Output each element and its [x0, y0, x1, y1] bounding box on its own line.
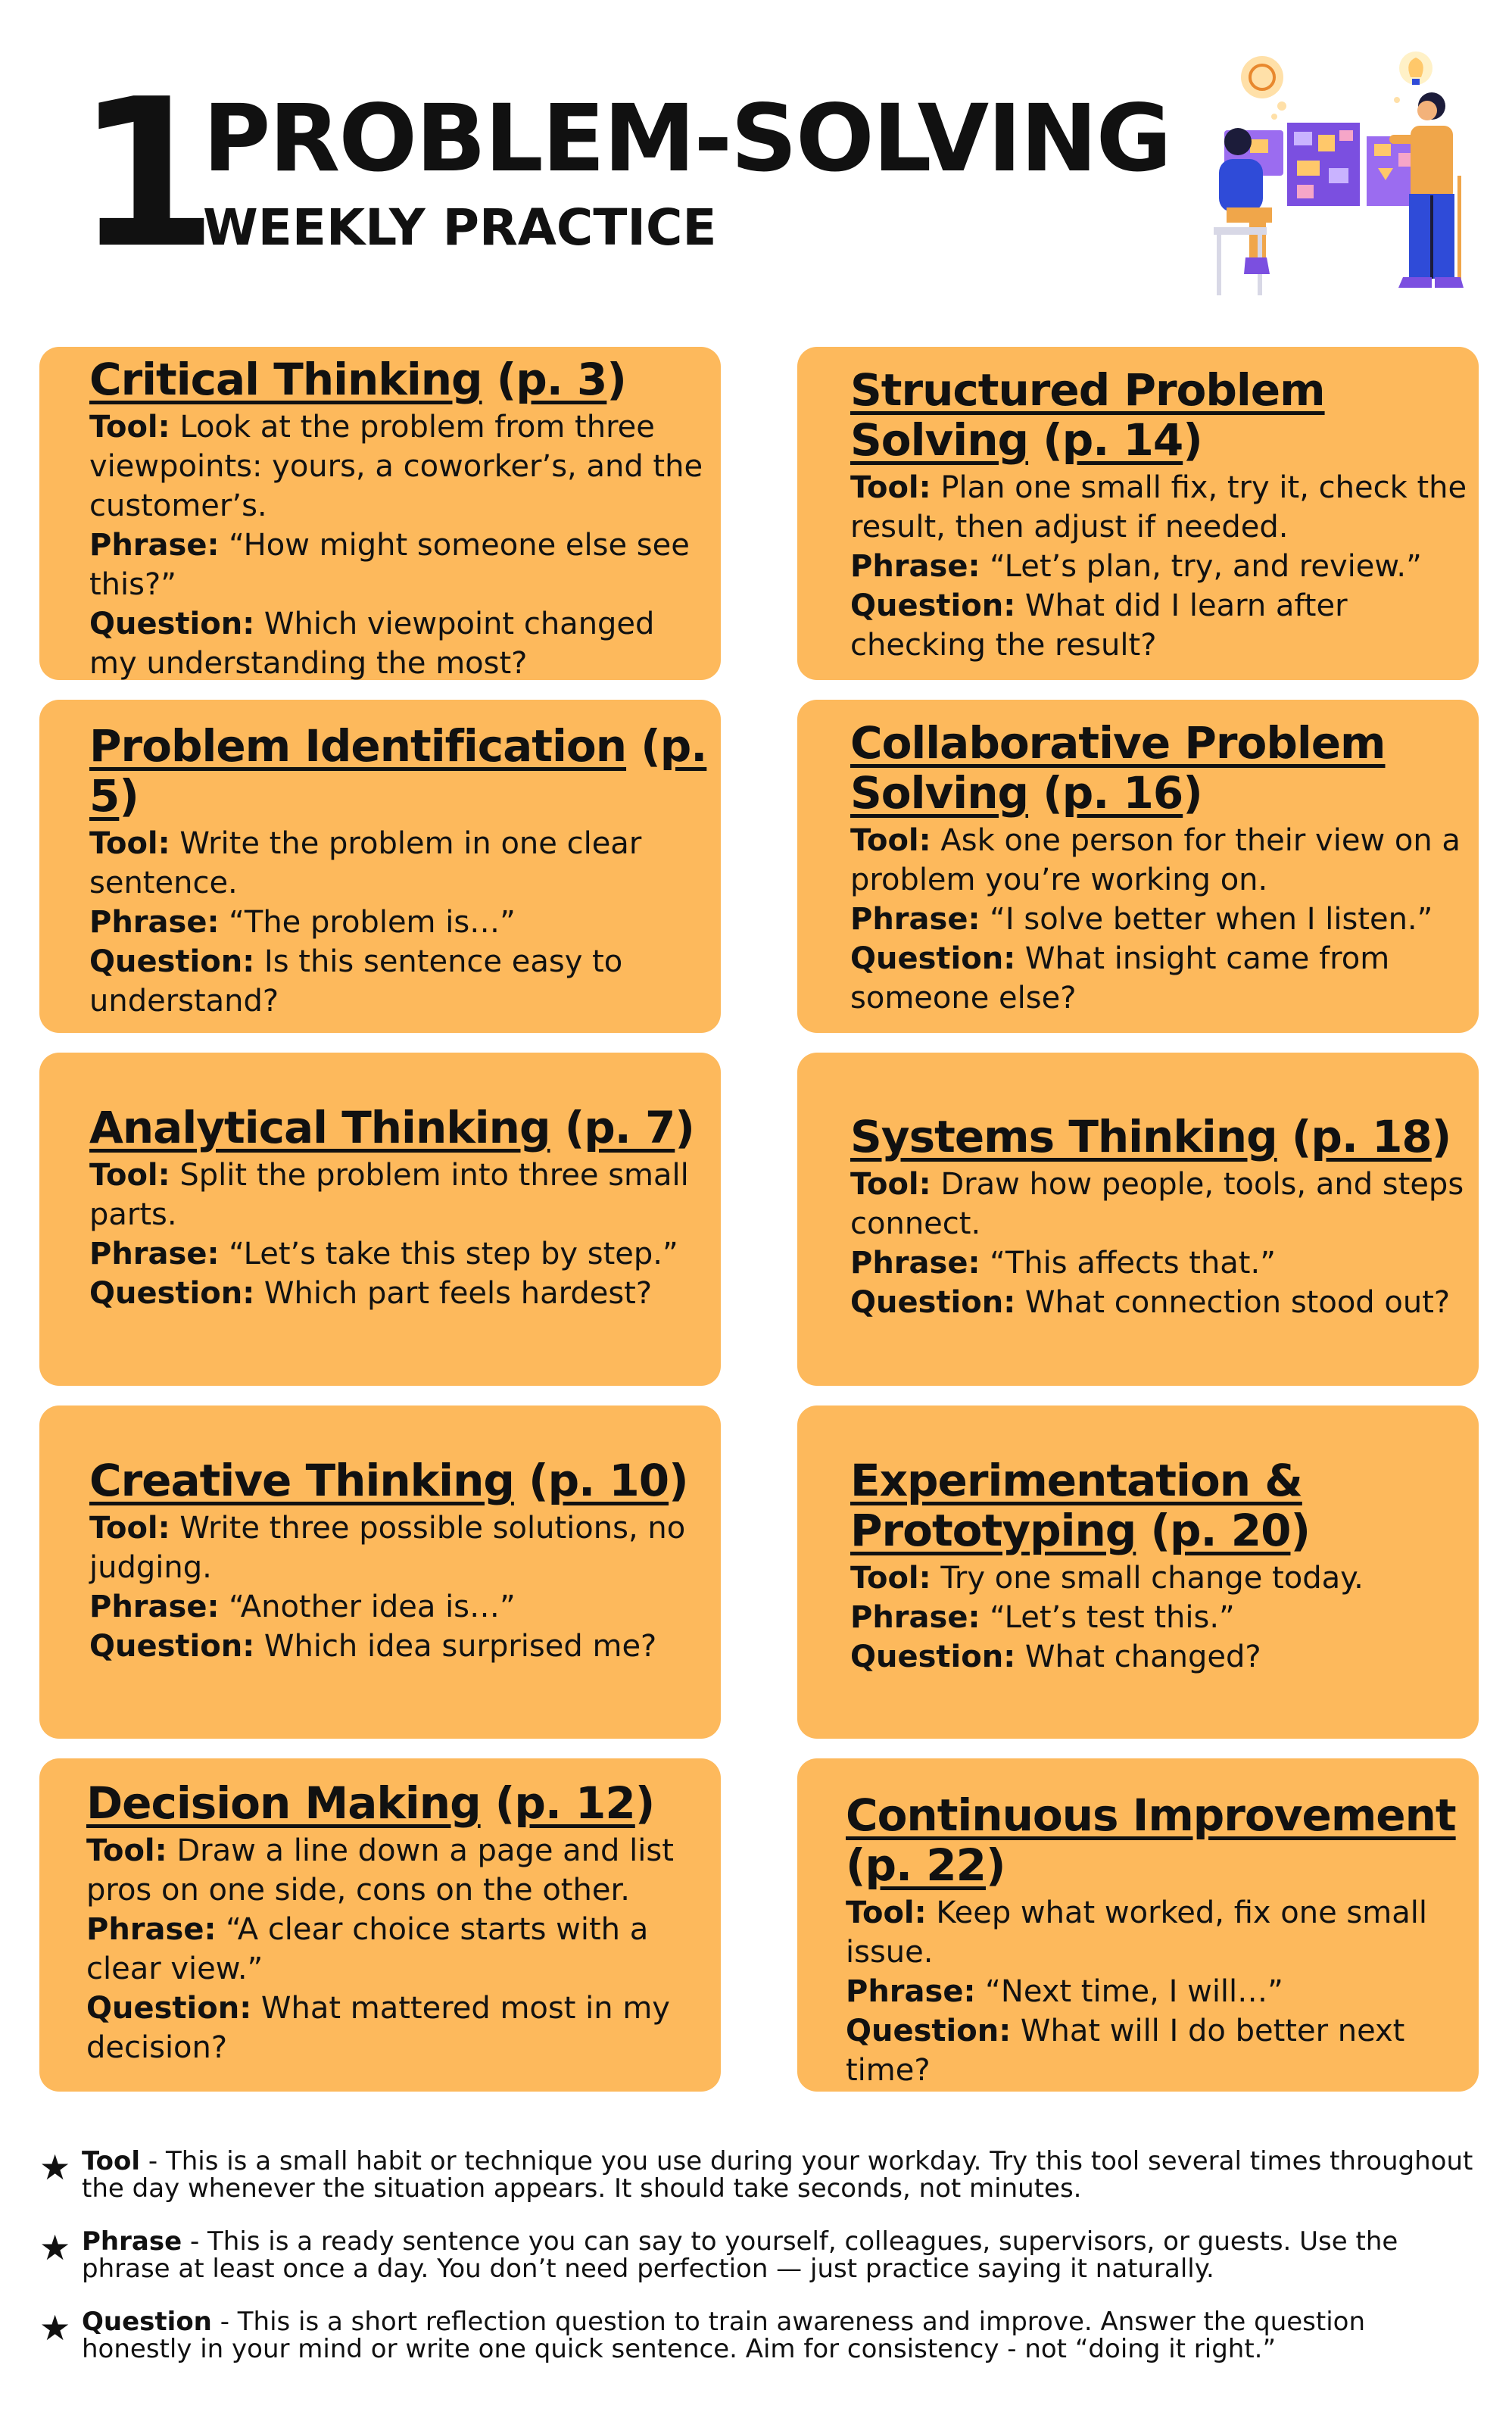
- section-number: 1: [76, 55, 212, 293]
- page-title: PROBLEM-SOLVING: [203, 85, 1171, 192]
- card-creative-thinking: [39, 1405, 721, 1739]
- card-phrase: Phrase: “Another idea is…”: [89, 1590, 516, 1624]
- legend-tool: ★ Tool - This is a small habit or technique you use during your workday. Try this tool several times throughout the day whenever the situation appears. It should take seconds, not minutes.: [39, 2146, 1473, 2204]
- star-icon: ★: [39, 2147, 71, 2188]
- star-icon: ★: [39, 2307, 71, 2348]
- legend-phrase: ★ Phrase - This is a ready sentence you can say to yourself, colleagues, supervisors, or guests. Use the phrase at least once a day. You don’t need perfection — just practice saying it naturally.: [39, 2226, 1398, 2284]
- card-tool: Tool: Ask one person for their view on a problem you’re working on.: [850, 823, 1461, 897]
- card-tool: Tool: Plan one small fix, try it, check the result, then adjust if needed.: [850, 470, 1467, 544]
- card-structured-problem-solving: [797, 347, 1479, 680]
- card-experimentation-prototyping: [797, 1405, 1479, 1739]
- card-question: Question: What connection stood out?: [850, 1285, 1451, 1320]
- card-tool: Tool: Keep what worked, fix one small issue.: [846, 1895, 1427, 1970]
- star-icon: ★: [39, 2227, 71, 2268]
- card-question: Question: What did I learn after checking the result?: [850, 588, 1348, 663]
- planning-team-illustration: [1208, 47, 1476, 297]
- card-systems-thinking: [797, 1053, 1479, 1386]
- card-title: Critical Thinking (p. 3): [89, 354, 626, 405]
- card-title: Analytical Thinking (p. 7): [89, 1102, 694, 1153]
- card-tool: Tool: Split the problem into three small parts.: [89, 1158, 689, 1232]
- card-question: Question: What will I do better next time?: [846, 2014, 1405, 2088]
- card-title: Systems Thinking (p. 18): [850, 1111, 1451, 1162]
- card-tool: Tool: Write the problem in one clear sentence.: [89, 826, 642, 900]
- card-tool: Tool: Look at the problem from three viewpoints: yours, a coworker’s, and the customer’s.: [89, 410, 703, 523]
- card-decision-making: [39, 1758, 721, 2092]
- card-phrase: Phrase: “Let’s test this.”: [850, 1600, 1235, 1635]
- card-question: Question: Which part feels hardest?: [89, 1276, 653, 1311]
- legend-question: ★ Question - This is a short reflection question to train awareness and improve. Answer the question honestly in your mind or write one quick sentence. Aim for consistency - not “doing it right.”: [39, 2307, 1366, 2364]
- card-tool: Tool: Draw how people, tools, and steps connect.: [850, 1167, 1464, 1241]
- card-phrase: Phrase: “This affects that.”: [850, 1246, 1276, 1281]
- card-critical-thinking: [39, 347, 721, 680]
- card-phrase: Phrase: “A clear choice starts with a clear view.”: [86, 1912, 649, 1986]
- card-question: Question: What changed?: [850, 1639, 1261, 1674]
- card-title: Structured Problem Solving (p. 14): [850, 364, 1325, 466]
- card-title: Collaborative Problem Solving (p. 16): [850, 717, 1386, 819]
- page-subtitle: WEEKLY PRACTICE: [203, 198, 717, 257]
- card-question: Question: Which viewpoint changed my understanding the most?: [89, 607, 655, 680]
- card-question: Question: Which idea surprised me?: [89, 1629, 657, 1664]
- card-question: Question: Is this sentence easy to understand?: [89, 944, 623, 1019]
- card-phrase: Phrase: “I solve better when I listen.”: [850, 902, 1433, 937]
- card-phrase: Phrase: “Let’s plan, try, and review.”: [850, 549, 1422, 584]
- card-title: Creative Thinking (p. 10): [89, 1455, 688, 1506]
- card-tool: Tool: Write three possible solutions, no judging.: [89, 1511, 686, 1585]
- card-phrase: Phrase: “The problem is…”: [89, 905, 516, 940]
- card-collaborative-problem-solving: [797, 700, 1479, 1033]
- card-question: Question: What insight came from someone else?: [850, 941, 1390, 1016]
- card-phrase: Phrase: “Next time, I will…”: [846, 1974, 1283, 2009]
- card-analytical-thinking: [39, 1053, 721, 1386]
- card-phrase: Phrase: “How might someone else see this?”: [89, 528, 690, 602]
- card-title: Decision Making (p. 12): [86, 1777, 655, 1829]
- card-title: Continuous Improvement (p. 22): [846, 1789, 1456, 1891]
- card-tool: Tool: Try one small change today.: [850, 1561, 1364, 1596]
- card-problem-identification: [39, 700, 721, 1033]
- card-tool: Tool: Draw a line down a page and list pros on one side, cons on the other.: [86, 1833, 674, 1908]
- card-question: Question: What mattered most in my decision?: [86, 1991, 670, 2065]
- card-title: Problem Identification (p. 5): [89, 720, 707, 822]
- card-continuous-improvement: [797, 1758, 1479, 2092]
- card-title: Experimentation & Prototyping (p. 20): [850, 1455, 1310, 1556]
- card-phrase: Phrase: “Let’s take this step by step.”: [89, 1237, 678, 1271]
